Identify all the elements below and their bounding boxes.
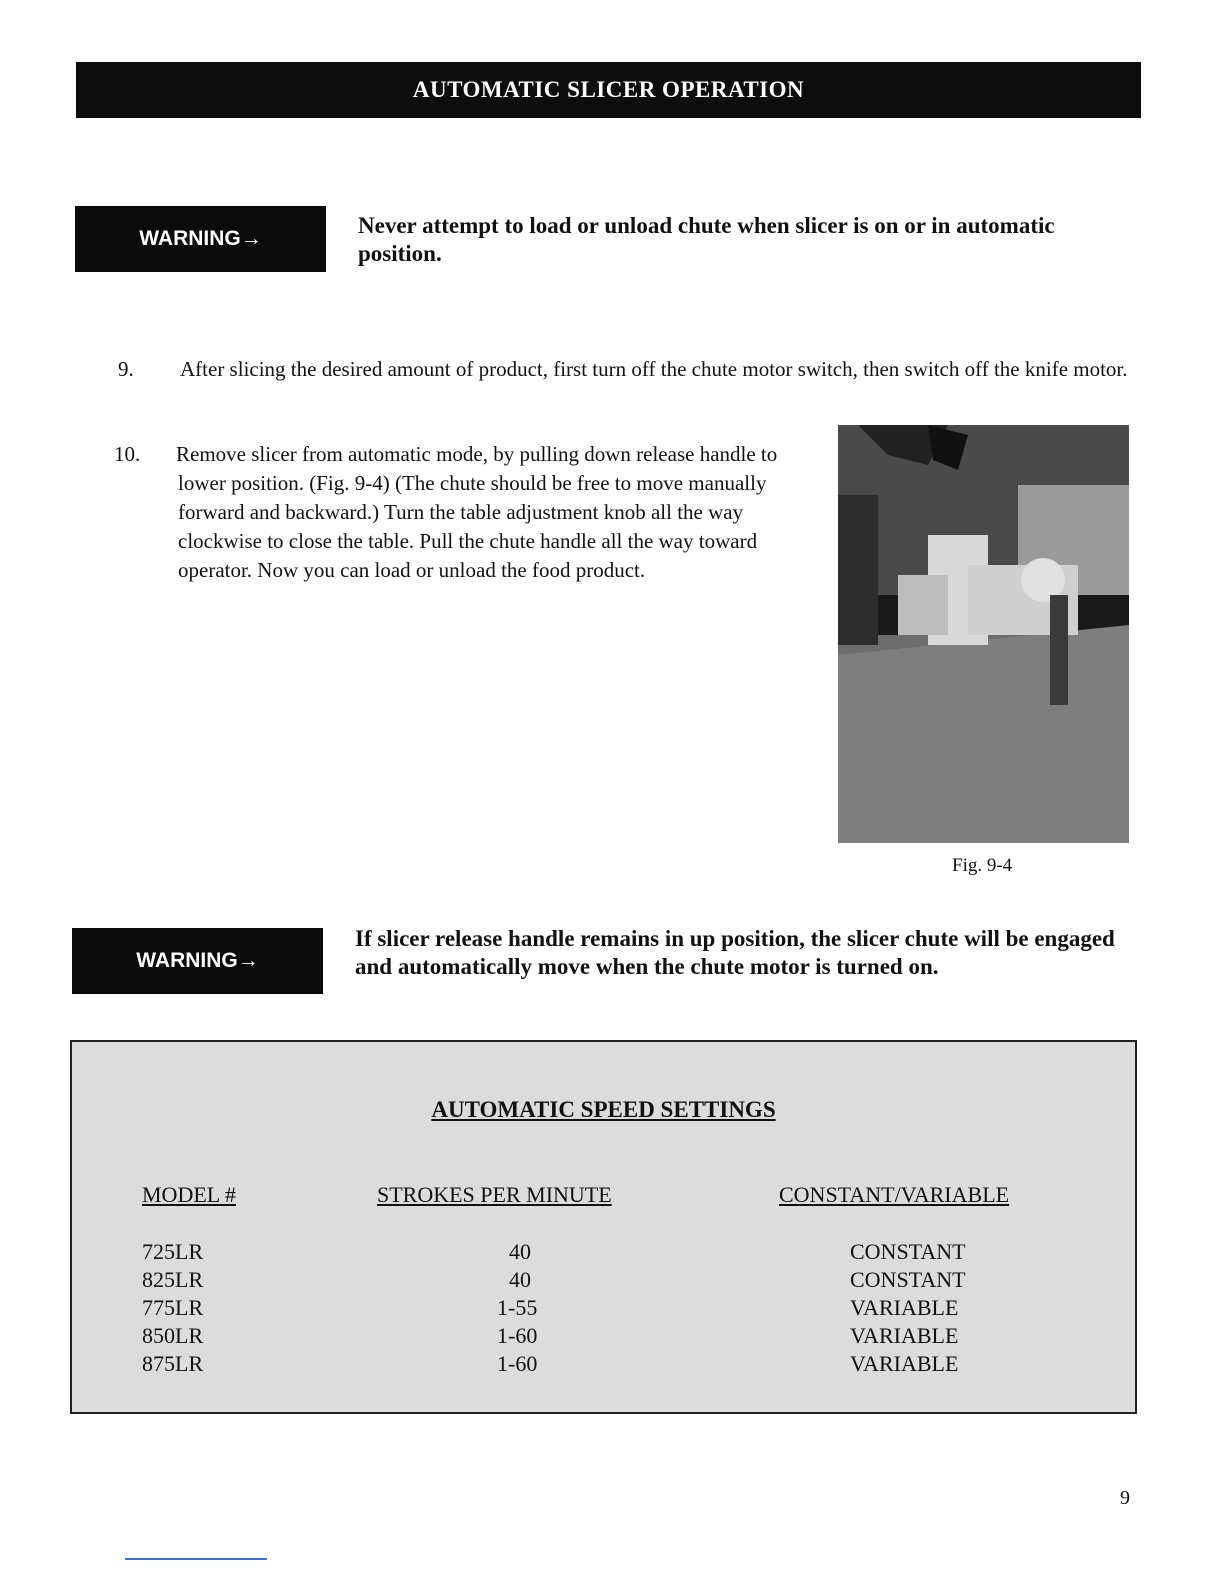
step-10	[114, 440, 798, 585]
step-9	[118, 356, 1172, 382]
table-cell-strokes: 1-60	[497, 1323, 538, 1348]
step-10-number: 10.	[114, 442, 141, 466]
figure-caption: Fig. 9-4	[952, 855, 1013, 876]
column-header-mode: CONSTANT/VARIABLE	[779, 1182, 1010, 1207]
slicer-release-handle-photo	[838, 425, 1129, 843]
table-cell-model: 725LR	[142, 1239, 204, 1264]
table-cell-strokes: 40	[509, 1267, 531, 1292]
table-cell-mode: CONSTANT	[850, 1267, 966, 1292]
step-9-text: After slicing the desired amount of product, first turn off the chute motor switch, then switch off the knife motor.	[180, 357, 1128, 381]
slicer-photo-illustration	[838, 425, 1129, 843]
table-cell-model: 825LR	[142, 1267, 204, 1292]
warning-badge-1: WARNING→	[75, 206, 326, 272]
step-9-number: 9.	[118, 357, 134, 381]
column-header-strokes: STROKES PER MINUTE	[377, 1182, 612, 1207]
warning-badge-2: WARNING→	[72, 928, 323, 994]
speed-settings-table	[70, 1040, 1137, 1414]
column-header-model: MODEL #	[142, 1182, 236, 1207]
table-cell-model: 875LR	[142, 1351, 204, 1376]
table-cell-strokes: 1-55	[497, 1295, 538, 1320]
table-cell-mode: VARIABLE	[850, 1295, 959, 1320]
table-cell-model: 850LR	[142, 1323, 204, 1348]
step-10-text: Remove slicer from automatic mode, by pulling down release handle to lower position. (Fig. 9-4) (The chute should be free to move manually forward and backward.) Turn the table adjustment knob all the way clockwise to close the table. Pull the chute handle all the way toward operator. Now you can load or unload the food product.	[176, 442, 778, 582]
warning-text-1: Never attempt to load or unload chute when slicer is on or in automatic position.	[358, 213, 1055, 266]
table-cell-model: 775LR	[142, 1295, 204, 1320]
table-cell-mode: VARIABLE	[850, 1351, 959, 1376]
table-cell-strokes: 1-60	[497, 1351, 538, 1376]
page-number: 9	[1120, 1487, 1130, 1509]
table-cell-mode: VARIABLE	[850, 1323, 959, 1348]
table-cell-mode: CONSTANT	[850, 1239, 966, 1264]
table-cell-strokes: 40	[509, 1239, 531, 1264]
warning-text-2: If slicer release handle remains in up position, the slicer chute will be engaged and automatically move when the chute motor is turned on.	[355, 926, 1115, 979]
footer-divider	[125, 1558, 267, 1560]
page-title: AUTOMATIC SLICER OPERATION	[76, 62, 1141, 118]
speed-table-title: AUTOMATIC SPEED SETTINGS	[431, 1097, 776, 1122]
